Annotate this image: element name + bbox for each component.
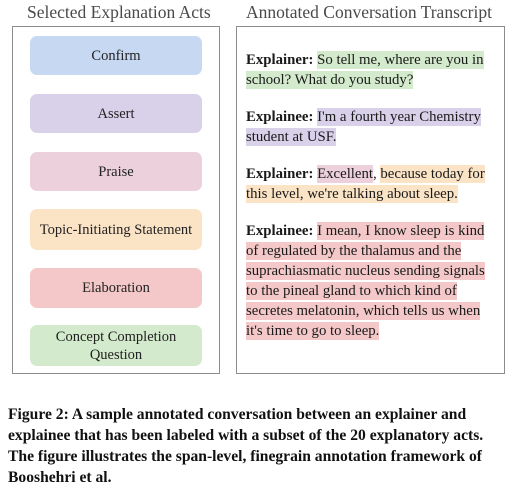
- act-elaboration: [30, 268, 202, 308]
- span-praise: Excellent: [317, 166, 373, 182]
- speaker-label: Explainer:: [246, 166, 314, 182]
- speaker-label: Explainee:: [246, 109, 314, 125]
- acts-panel: [12, 26, 220, 374]
- figure-caption: Figure 2: A sample annotated conversation between an explainer and explainee that has been labeled with a subset of the 20 explanatory acts. The figure illustrates the span-level, finegrain annotation framework of Booshehri et al.: [8, 406, 484, 486]
- span-topic-initiating-statement: because today for this level, we're talking about sleep.: [246, 166, 485, 202]
- act-label: Topic-Initiating Statement: [39, 221, 193, 238]
- turn-4: [246, 221, 496, 341]
- transcript-column-title: Annotated Conversation Transcript: [246, 2, 492, 22]
- span-assert: I'm a fourth year Chemistry student at USF.: [246, 109, 481, 145]
- turn-3: [246, 164, 496, 204]
- turn-1: [246, 50, 496, 90]
- act-confirm: [30, 36, 202, 75]
- transcript-panel: [236, 26, 505, 374]
- act-assert: [30, 94, 202, 133]
- act-label: Assert: [97, 105, 135, 122]
- turn-2: [246, 107, 496, 147]
- speaker-label: Explainer:: [246, 52, 314, 68]
- act-topic-initiating-statement: [30, 209, 202, 250]
- act-label: Concept Completion Question: [55, 328, 177, 363]
- acts-column-title: Selected Explanation Acts: [27, 2, 211, 22]
- act-praise: [30, 152, 202, 191]
- act-label: Elaboration: [82, 280, 150, 296]
- span-concept-completion-question: So tell me, where are you in school? What do you study?: [246, 52, 484, 88]
- act-concept-completion-question: [30, 325, 202, 366]
- speaker-label: Explainee:: [246, 223, 314, 239]
- span-unlabeled: ,: [373, 166, 381, 182]
- act-label: Confirm: [91, 47, 141, 64]
- span-elaboration: I mean, I know sleep is kind of regulated by the thalamus and the suprachiasmatic nucleus sending signals to the pineal gland to which kind of secretes melatonin, which tells us when it's time to go to sleep.: [246, 223, 485, 339]
- act-label: Praise: [98, 163, 134, 180]
